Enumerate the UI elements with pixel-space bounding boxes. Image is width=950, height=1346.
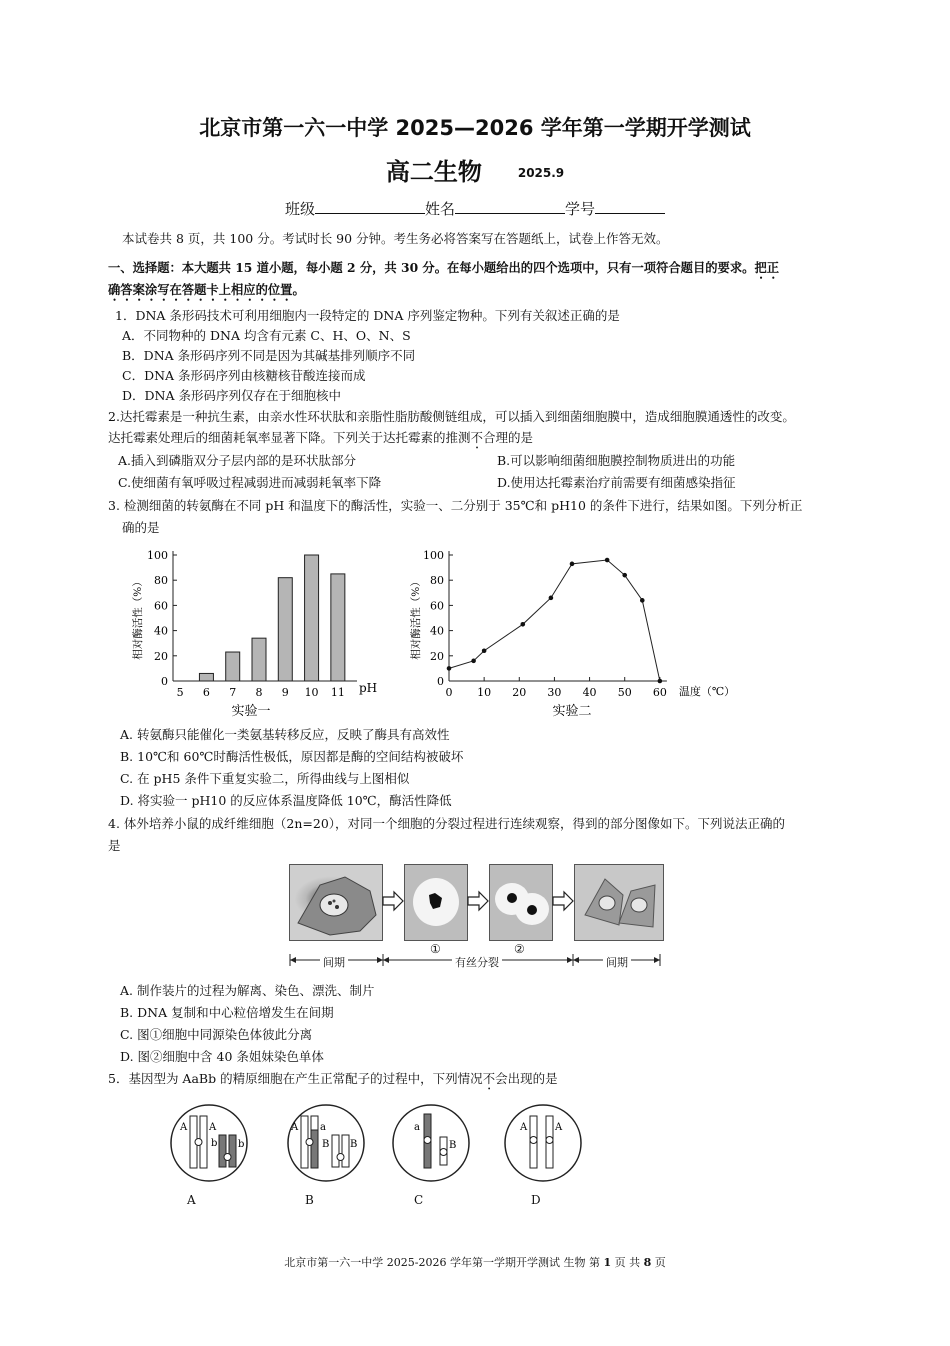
- q1-option-b: B．DNA 条形码序列不同是因为其碱基排列顺序不同: [122, 348, 416, 363]
- gene-label-b2: a: [320, 1122, 326, 1133]
- chart-2-ytick-label: 80: [430, 574, 444, 588]
- exam-notice: 本试卷共 8 页，共 100 分。考试时长 90 分钟。考生务必将答案写在答题纸上，试卷上作答无效。: [122, 231, 669, 246]
- chart-experiment-2: [405, 545, 735, 720]
- section-heading-end: 。: [292, 282, 305, 297]
- chart-2-plot: [409, 549, 735, 719]
- chart-2-title: 实验二: [552, 704, 592, 719]
- q2-option-a: A.插入到磷脂双分子层内部的是环状肽部分: [118, 453, 357, 468]
- cell-interphase-1-image: [290, 865, 382, 940]
- q5-label-d: D: [531, 1193, 541, 1207]
- chart-1-bar: [226, 652, 240, 681]
- gene-label-a3: b: [211, 1138, 218, 1149]
- chart-1-xtick-label: 6: [202, 686, 210, 699]
- chart-1-ytick-label: 60: [154, 599, 168, 613]
- chart-2-xtick-label: 40: [582, 686, 597, 699]
- cell-diagram-c: [390, 1102, 472, 1184]
- exam-title: 北京市第一六一中学 2025—2026 学年第一学期开学测试: [199, 116, 751, 140]
- footer-prefix: 北京市第一六一中学 2025-2026 学年第一学期开学测试 生物 第: [284, 1256, 604, 1269]
- chart-1-xlabel: pH: [359, 681, 378, 695]
- q2-option-c: C.使细菌有氧呼吸过程减弱进而减弱耗氧率下降: [118, 475, 382, 490]
- q4-stem-line2: 是: [108, 838, 121, 853]
- q2-option-b: B.可以影响细菌细胞膜控制物质进出的功能: [497, 453, 736, 468]
- q3-option-c: C. 在 pH5 条件下重复实验二，所得曲线与上图相似: [120, 771, 410, 786]
- q5-stem: [108, 1070, 558, 1093]
- q1-stem: 1．DNA 条形码技术可利用细胞内一段特定的 DNA 序列鉴定物种。下列有关叙述正确的是: [115, 308, 620, 323]
- micrograph-interphase-2: [574, 864, 664, 941]
- student-info: [0, 198, 950, 219]
- chart-1-ytick-label: 80: [154, 574, 168, 588]
- fig-label-1: ①: [430, 942, 441, 956]
- chart-1-bar: [199, 673, 213, 681]
- q5-stem-after: 会出现的是: [495, 1071, 558, 1086]
- arrow-2-icon: [467, 890, 489, 912]
- name-blank[interactable]: [455, 199, 565, 214]
- q1-option-a: A．不同物种的 DNA 均含有元素 C、H、O、N、S: [122, 328, 411, 343]
- chart-1-xtick-label: 5: [176, 686, 184, 699]
- chart-2-ytick-label: 0: [437, 675, 444, 688]
- chart-2-point: [658, 679, 663, 684]
- chart-1-xtick-label: 9: [281, 686, 289, 699]
- chart-1-bar: [331, 574, 345, 681]
- name-label: 姓名: [424, 200, 455, 218]
- chart-2-point: [570, 562, 575, 567]
- q5-label-b: B: [305, 1193, 314, 1207]
- id-label: 学号: [565, 200, 596, 218]
- micrograph-interphase-1: [289, 864, 383, 941]
- cell-diagram-d: [502, 1102, 584, 1184]
- q2-stem-emphasis: 不: [470, 430, 484, 445]
- q2-option-d: D.使用达托霉素治疗前需要有细菌感染指征: [497, 475, 736, 490]
- section-heading-emphasis-2: 确答案涂写在答题卡上相应的位置: [108, 282, 293, 297]
- q2-stem-after: 合理的是: [483, 430, 534, 445]
- gene-label-d1: A: [520, 1122, 528, 1133]
- cell-diagram-a: [168, 1102, 250, 1184]
- q5-stem-before: 5．基因型为 AaBb 的精原细胞在产生正常配子的过程中，下列情况: [108, 1071, 483, 1086]
- gene-label-d2: A: [555, 1122, 563, 1133]
- chart-2-ytick-label: 60: [430, 599, 444, 613]
- micrograph-mitosis-1: [404, 864, 468, 941]
- chart-1-xtick-label: 8: [255, 686, 263, 699]
- q5-label-a: A: [187, 1193, 196, 1207]
- chart-1-ytick-label: 20: [154, 649, 168, 663]
- chart-2-ytick-label: 100: [423, 549, 444, 562]
- chart-2-point: [549, 596, 554, 601]
- q4-stem-line1: 4. 体外培养小鼠的成纤维细胞（2n=20），对同一个细胞的分裂过程进行连续观察，得到的部分图像如下。下列说法正确的: [108, 816, 786, 831]
- footer-suffix: 页: [651, 1256, 666, 1269]
- chart-1-xtick-label: 10: [304, 686, 319, 699]
- chart-2-xtick-label: 50: [617, 686, 632, 699]
- chart-2-xtick-label: 20: [512, 686, 527, 699]
- q3-stem-line1: 3. 检测细菌的转氨酶在不同 pH 和温度下的酶活性，实验一、二分别于 35℃和 pH10 的条件下进行，结果如图。下列分析正: [108, 498, 803, 513]
- q2-stem-before: 达托霉素处理后的细菌耗氧率显著下降。下列关于达托霉素的推测: [108, 430, 471, 445]
- gene-label-a2: A: [209, 1122, 217, 1133]
- gene-label-b4: B: [350, 1139, 358, 1150]
- cell-mitosis-1-image: [405, 865, 467, 940]
- chart-2-point: [447, 666, 452, 671]
- chart-2-point: [640, 598, 645, 603]
- arrow-3-icon: [552, 890, 574, 912]
- chart-2-ytick-label: 20: [430, 649, 444, 663]
- phase-label-mitosis: 有丝分裂: [452, 954, 502, 970]
- cell-diagram-b: [285, 1102, 367, 1184]
- section-heading-line2: [108, 281, 305, 304]
- q1-option-d: D．DNA 条形码序列仅存在于细胞核中: [122, 388, 341, 403]
- q1-option-c: C．DNA 条形码序列由核糖核苷酸连接而成: [122, 368, 366, 383]
- chart-1-ytick-label: 40: [154, 624, 168, 638]
- chart-2-point: [521, 622, 526, 627]
- exam-date: 2025.9: [517, 166, 565, 180]
- chart-1-ylabel: 相对酶活性（%）: [132, 576, 144, 660]
- gene-label-b1: A: [291, 1122, 299, 1133]
- chart-2-xtick-label: 60: [652, 686, 667, 699]
- q3-option-d: D. 将实验一 pH10 的反应体系温度降低 10℃，酶活性降低: [120, 793, 452, 808]
- gene-label-b3: B: [322, 1139, 330, 1150]
- chart-1-xtick-label: 11: [330, 686, 345, 699]
- chart-2-ylabel: 相对酶活性（%）: [410, 576, 422, 660]
- chart-2-xlabel: 温度（℃）: [678, 685, 735, 698]
- section-heading-emphasis-1: 把正: [754, 260, 780, 275]
- gene-label-c1: a: [414, 1122, 420, 1133]
- micrograph-mitosis-2: [489, 864, 553, 941]
- chart-2-ytick-label: 40: [430, 624, 444, 638]
- footer-page-number: 1: [603, 1256, 612, 1269]
- gene-label-a1: A: [180, 1122, 188, 1133]
- chart-1-bar: [252, 638, 266, 681]
- phase-label-interphase-2: 间期: [603, 954, 631, 970]
- chart-2-point: [471, 659, 476, 664]
- section-heading-line1: [108, 259, 779, 282]
- q5-stem-emphasis: 不: [482, 1071, 496, 1086]
- chart-2-xtick-label: 10: [477, 686, 492, 699]
- chart-2-point: [605, 558, 610, 563]
- exam-subject: [0, 152, 950, 187]
- chart-2-series-line: [449, 560, 660, 681]
- q3-option-a: A. 转氨酶只能催化一类氨基转移反应，反映了酶具有高效性: [120, 727, 450, 742]
- q5-label-c: C: [414, 1193, 424, 1207]
- chart-1-bar: [278, 578, 292, 681]
- q4-option-d: D. 图②细胞中含 40 条姐妹染色单体: [120, 1049, 324, 1064]
- phase-label-interphase-1: 间期: [320, 954, 348, 970]
- cell-mitosis-2-image: [490, 865, 552, 940]
- class-blank[interactable]: [315, 199, 425, 214]
- fig-label-2: ②: [514, 942, 525, 956]
- q4-option-b: B. DNA 复制和中心粒倍增发生在间期: [120, 1005, 334, 1020]
- chart-1-title: 实验一: [231, 704, 271, 719]
- q4-option-a: A. 制作装片的过程为解离、染色、漂洗、制片: [120, 983, 375, 998]
- q3-stem-line2: 确的是: [122, 520, 160, 535]
- subject-name: 高二生物: [385, 158, 482, 186]
- chart-1-bar: [305, 555, 319, 681]
- cell-interphase-2-image: [575, 865, 663, 940]
- id-blank[interactable]: [595, 199, 665, 214]
- gene-label-a4: b: [238, 1139, 245, 1150]
- footer-total-pages: 8: [643, 1256, 652, 1269]
- q3-option-b: B. 10℃和 60℃时酶活性极低，原因都是酶的空间结构被破坏: [120, 749, 464, 764]
- chart-2-xtick-label: 0: [445, 686, 453, 699]
- chart-1-ytick-label: 100: [147, 549, 168, 562]
- chart-1-xtick-label: 7: [229, 686, 237, 699]
- class-label: 班级: [284, 200, 315, 218]
- gene-label-c2: B: [449, 1140, 457, 1151]
- chart-2-xtick-label: 30: [547, 686, 562, 699]
- section-heading-text: 一、选择题：本大题共 15 道小题，每小题 2 分，共 30 分。在每小题给出的四个选项中，只有一项符合题目的要求。: [108, 260, 755, 275]
- q2-stem-line1: 2.达托霉素是一种抗生素，由亲水性环状肽和亲脂性脂肪酸侧链组成，可以插入到细菌细胞膜中，造成细胞膜通透性的改变。: [108, 409, 795, 424]
- chart-1-ytick-label: 0: [161, 675, 168, 688]
- chart-2-point: [622, 573, 627, 578]
- chart-1-plot: [131, 549, 377, 719]
- page-footer: [0, 1254, 950, 1270]
- q4-option-c: C. 图①细胞中同源染色体彼此分离: [120, 1027, 313, 1042]
- q2-stem-line2: [108, 429, 533, 452]
- chart-2-point: [482, 648, 487, 653]
- footer-mid: 页 共: [611, 1256, 644, 1269]
- chart-experiment-1: [125, 545, 385, 720]
- arrow-1-icon: [382, 890, 404, 912]
